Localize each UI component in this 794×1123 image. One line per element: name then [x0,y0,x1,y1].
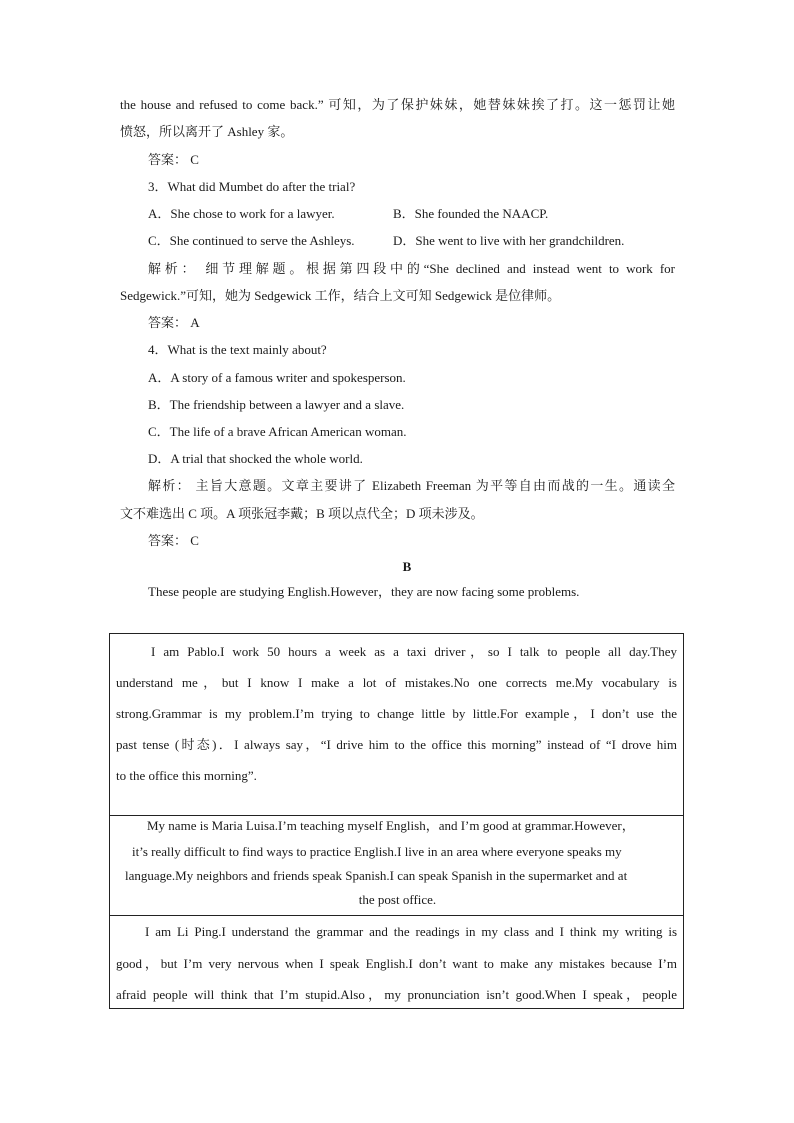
maria-line-1: My name is Maria Luisa.I’m teaching myself English，and I’m good at grammar.However， [147,818,635,833]
pablo-line-5: to the office this morning”. [116,768,257,783]
q3-option-b: B．She founded the NAACP. [393,206,549,221]
answer-q4: 答案： C [148,533,199,548]
intro-line-1: the house and refused to come back.” 可知，为了保护妹妹，她替妹妹挨了打。这一惩罚让她 [120,97,675,112]
intro-line-2: 愤怒，所以离开了 Ashley 家。 [120,124,294,139]
maria-line-3: language.My neighbors and friends speak Spanish.I can speak Spanish in the supermarket and at [125,868,628,883]
pablo-line-1: I am Pablo.I work 50 hours a week as a taxi driver，so I talk to people all day.They [151,644,677,659]
maria-line-2: it’s really difficult to find ways to practice English.I live in an area where everyone speaks my [132,844,622,859]
q3-option-c: C．She continued to serve the Ashleys. [148,233,355,248]
answer-q2: 答案： C [148,152,199,167]
q4-option-b: B．The friendship between a lawyer and a slave. [148,397,405,412]
q3-explanation-2: Sedgewick.”可知，她为 Sedgewick 工作，结合上文可知 Sedgewick 是位律师。 [120,288,561,303]
q3-option-d: D．She went to live with her grandchildren. [393,233,625,248]
maria-line-4: the post office. [358,892,437,907]
section-b-heading: B [402,559,412,574]
liping-line-3: afraid people will think that I’m stupid.Also，my pronunciation isn’t good.When I speak，people [116,987,677,1002]
box-divider-2 [110,915,683,916]
liping-line-2: good，but I’m very nervous when I speak English.I don’t want to make any mistakes because I’m [116,956,677,971]
q4-option-d: D．A trial that shocked the whole world. [148,451,363,466]
liping-line-1: I am Li Ping.I understand the grammar and the readings in my class and I think my writing is [145,924,677,939]
q4-option-a: A．A story of a famous writer and spokesperson. [148,370,406,385]
question-4: 4．What is the text mainly about? [148,342,327,357]
profiles-box [109,633,684,1009]
box-divider-1 [110,815,683,816]
q3-option-a: A．She chose to work for a lawyer. [148,206,335,221]
section-b-intro: These people are studying English.However，they are now facing some problems. [148,584,580,599]
pablo-line-2: understand me，but I know I make a lot of mistakes.No one corrects me.My vocabulary is [116,675,677,690]
pablo-line-3: strong.Grammar is my problem.I’m trying to change little by little.For example，I don’t use the [116,706,677,721]
q4-option-c: C．The life of a brave African American woman. [148,424,407,439]
q4-explanation-1: 解析： 主旨大意题。文章主要讲了 Elizabeth Freeman 为平等自由而战的一生。通读全 [148,478,675,493]
q4-explanation-2: 文不难选出 C 项。A 项张冠李戴；B 项以点代全；D 项未涉及。 [120,506,484,521]
q3-explanation-1: 解析： 细节理解题。根据第四段中的“She declined and instead went to work for [148,261,675,276]
pablo-line-4: past tense (时态)．I always say，“I drive him to the office this morning” instead of “I drove him [116,737,677,752]
answer-q3: 答案： A [148,315,200,330]
question-3: 3．What did Mumbet do after the trial? [148,179,356,194]
